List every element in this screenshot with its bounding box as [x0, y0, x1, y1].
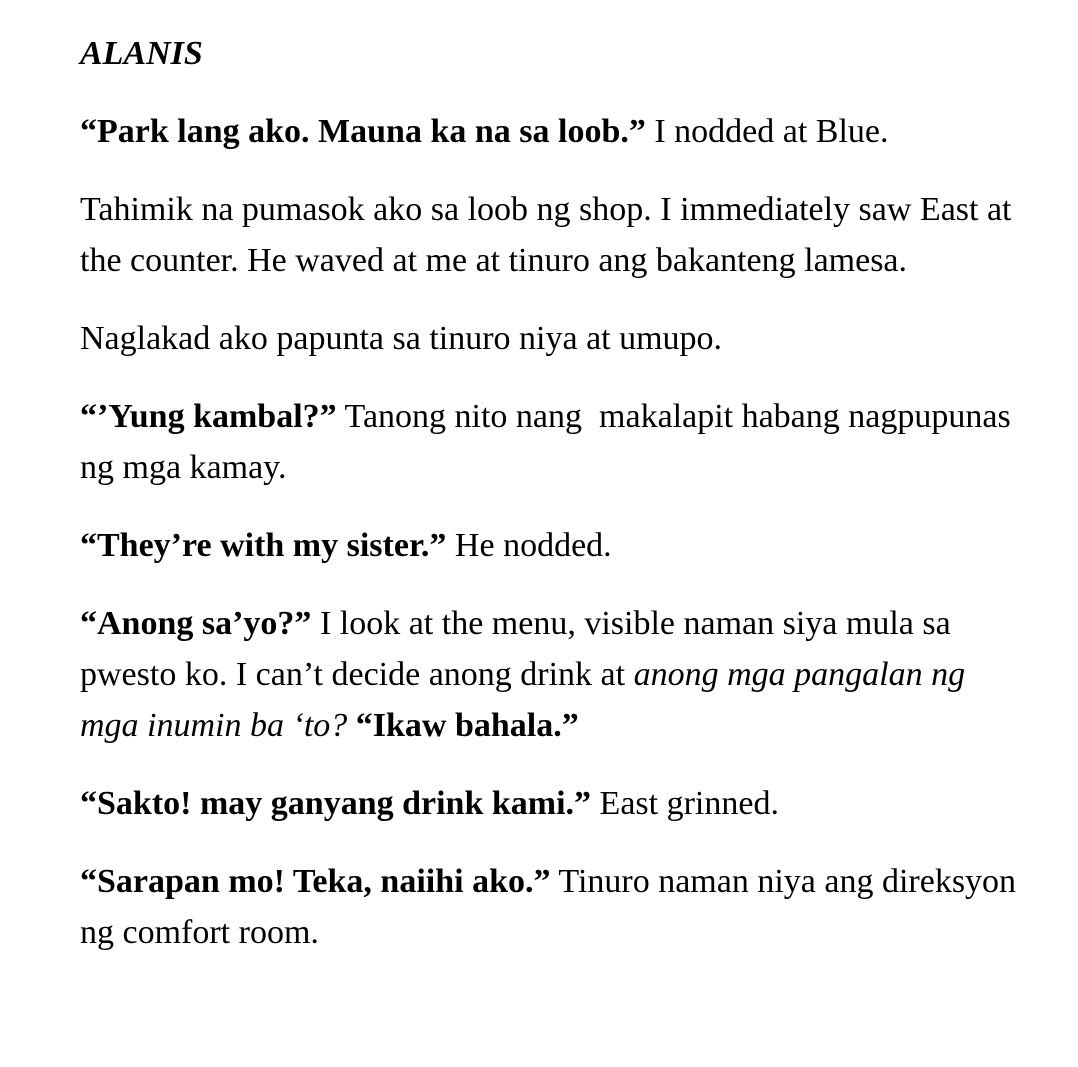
narration: Naglakad ako papunta sa tinuro niya at umupo.: [80, 320, 723, 357]
dialogue: “Park lang ako. Mauna ka na sa loob.”: [80, 113, 646, 150]
paragraph-5: [80, 520, 1018, 571]
narration: East grinned.: [591, 785, 779, 822]
narration: He nodded.: [446, 527, 612, 564]
paragraph-4: [80, 391, 1018, 493]
dialogue: “Ikaw bahala.”: [355, 707, 579, 744]
narration: I nodded at Blue.: [645, 113, 889, 150]
paragraph-3: [80, 313, 1018, 364]
dialogue: “Sarapan mo! Teka, naiihi ako.”: [80, 863, 551, 900]
narration: Tahimik na pumasok ako sa loob ng shop. I immediately saw East at the counter. He waved at me at tinuro ang bakanteng lamesa.: [80, 191, 1012, 279]
paragraph-7: [80, 778, 1018, 829]
paragraph-6: [80, 598, 1018, 751]
paragraph-1: [80, 106, 1018, 157]
dialogue: “Sakto! may ganyang drink kami.”: [80, 785, 592, 822]
narration: Tinuro naman niya ang direksyon ng comfort room.: [80, 863, 1017, 951]
paragraph-8: [80, 856, 1018, 958]
inner-thought: anong mga pangalan ng mga inumin ba ‘to?: [80, 656, 966, 744]
narration: I look at the menu, visible naman siya mula sa pwesto ko. I can’t decide anong drink at: [80, 605, 951, 693]
paragraph-2: [80, 184, 1018, 286]
chapter-heading: ALANIS: [80, 35, 203, 72]
dialogue: “They’re with my sister.”: [80, 527, 447, 564]
narration: Tanong nito nang makalapit habang nagpupunas ng mga kamay.: [80, 398, 1020, 486]
dialogue: “’Yung kambal?”: [80, 398, 337, 435]
dialogue: “Anong sa’yo?”: [80, 605, 312, 642]
